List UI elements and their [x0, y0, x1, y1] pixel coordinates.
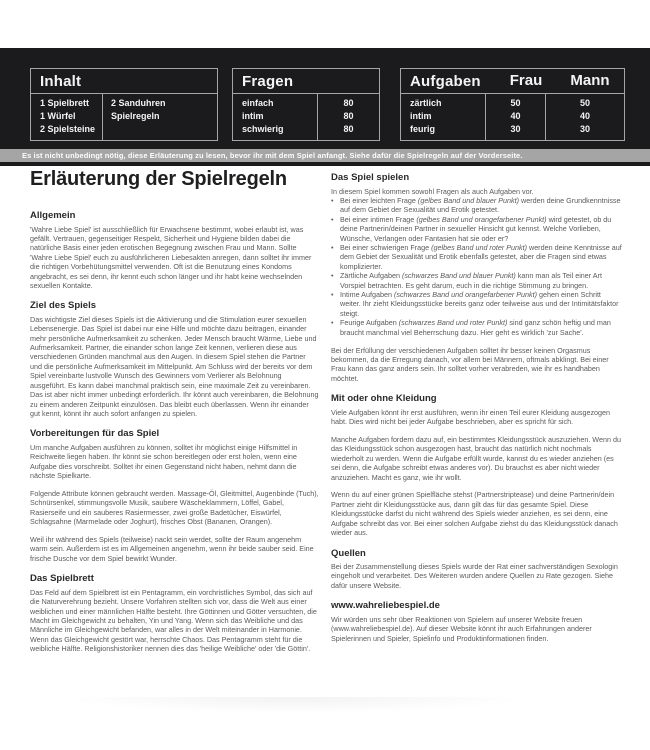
bullet-item — [331, 196, 623, 215]
paragraph: Um manche Aufgaben ausführen zu können, solltet ihr möglichst einige Hilfsmittel in Reichweite liegen haben. Ihr könnt sie schon bereitlegen oder erst holen, wenn eine Aufgabe dies vorschreibt. Solltet ihr einen Gegenstand nicht haben, nehmt dann die nächste Spielkarte. — [30, 442, 298, 481]
aufgaben-frau-header: Frau — [509, 72, 543, 89]
bullet-text — [340, 318, 623, 337]
section-heading: Quellen — [331, 547, 366, 559]
section-heading: www.wahreliebespiel.de — [331, 600, 440, 612]
right-section-1 — [331, 172, 623, 383]
text-segment: Bei einer schwierigen Frage — [340, 242, 432, 252]
aufgaben-mann-col — [546, 94, 624, 140]
bullet-item — [331, 318, 623, 337]
inhalt-item: 1 Würfel — [40, 111, 76, 121]
paragraph: Das wichtigste Ziel dieses Spiels ist die Aktivierung und die Stimulation eurer sexuellen Lebensenergie. Das Spiel ist dabei nur eine Hilfe und möchte dazu beitragen, einander mehr persönliche Aufmerksamkeit zu schenken. Jeder Mensch braucht Wärme, Liebe und Aufmerksamkeit. Partner, die einander schon lange Zeit kennen, verlieren diese aus verschiedenen Gründen manchmal aus den Augen. In diesem Spiel stehen die Partner und die persönliche Aufmerksamkeit im Mittelpunkt. Am Schluss wird der bereits vor dem Spiel vereinbarte lustvolle Wunsch des Gewinners vom Verlierer als Belohnung ausgeführt. Es kann dabei manchmal praktisch sein, eine maximale Zeit zu vereinbaren. Das ist aber nicht immer unbedingt erforderlich. Ihr könnt auch vereinbaren, die Belohnung zu einem anderen Zeitpunkt einzulösen. Das bleibt euch überlassen. Wenn ihr einander gut kennt, könnt ihr auch sofort anfangen zu spielen. — [30, 314, 319, 418]
left-section-2 — [30, 300, 319, 418]
italic-text: (gelbes Band und roter Punkt) — [431, 242, 527, 252]
aufgaben-mann-value: 50 — [579, 98, 590, 108]
fragen-title: Fragen — [242, 72, 294, 90]
aufgaben-mann-value: 40 — [579, 111, 590, 121]
text-segment: werden deine Kenntnisse auf dem Gebiet der Sexualität und Erotik ebenfalls getestet, aber die Fragen sind etwas komplizierter. — [340, 242, 622, 271]
left-section-4 — [30, 573, 319, 653]
inhalt-title-row — [31, 69, 217, 94]
text-segment: sind ganz schön heftig und man braucht manchmal viel Beherrschung dazu. Hier geht es wirklich 'zur Sache'. — [340, 318, 611, 337]
left-column — [30, 200, 319, 662]
bullet-text — [340, 271, 623, 290]
bullet-marker: • — [331, 289, 334, 299]
header-panel — [0, 48, 650, 166]
bullet-text — [340, 196, 623, 215]
bullet-marker: • — [331, 195, 334, 205]
fragen-label: schwierig — [242, 124, 284, 134]
bullet-marker: • — [331, 242, 334, 252]
text-segment: gehen einen Schritt weiter. Ihr zieht Kleidungsstücke bereits ganz oder teilweise aus und der Intimitätsfaktor steigt. — [340, 289, 619, 318]
aufgaben-labels-col — [401, 94, 486, 140]
aufgaben-frau-value: 50 — [510, 98, 521, 108]
italic-text: (schwarzes Band und orangefarbener Punkt) — [393, 289, 537, 299]
bullet-text — [340, 215, 623, 243]
aufgaben-box — [400, 68, 625, 141]
section-heading: Vorbereitungen für das Spiel — [30, 428, 160, 440]
paragraph: Manche Aufgaben fordern dazu auf, ein bestimmtes Kleidungsstück auszuziehen. Wenn du das Kleidungsstück schon ausgezogen hast, braucht das natürlich nicht nochmals wiederholt zu werden. Wenn die Aufgabe erfüllt wurde, kannst du es wieder anziehen (es sei denn, die Aufgabe schreibt etwas anderes vor). Du brauchst es aber nicht wieder anzuziehen. Macht es ganz, wie ihr wollt. — [331, 434, 621, 482]
italic-text: (schwarzes Band und roter Punkt) — [398, 318, 508, 328]
bullet-item — [331, 290, 623, 318]
notice-bar — [0, 149, 650, 162]
paragraph: In diesem Spiel kommen sowohl Fragen als auch Aufgaben vor. — [331, 186, 534, 196]
text-segment: Zärtliche Aufgaben — [340, 271, 402, 281]
fragen-label: intim — [242, 111, 264, 121]
inhalt-item: 2 Sanduhren — [111, 98, 166, 108]
paragraph: Viele Aufgaben könnt ihr erst ausführen, wenn ihr einen Teil eurer Kleidung ausgezogen habt. Dies wird nicht bei jeder Aufgabe beschrieben, aber es spricht für sich. — [331, 407, 611, 427]
fragen-title-row — [233, 69, 379, 94]
bullet-text — [340, 243, 623, 271]
page-curl-shadow — [20, 697, 630, 739]
fragen-label: einfach — [242, 98, 274, 108]
paragraph: Wir würden uns sehr über Reaktionen von Spielern auf unserer Website freuen (www.wahreliebespiel.de). Auf dieser Website könnt ihr auch Erfahrungen anderer Spielerinnen und Spieler, Spielinfo und Produktinformationen finden. — [331, 614, 592, 643]
section-heading: Allgemein — [30, 210, 76, 221]
text-segment: Intime Aufgaben — [340, 289, 394, 299]
paragraph: Das Feld auf dem Spielbrett ist ein Pentagramm, ein vorchristliches Symbol, das sich auf die Naturverehrung bezieht. Unsere Vorfahren stellten sich vor, dass die Welt aus einer weiblichen und einer männlichen Hälfte besteht. Ihre Göttinnen und Götter versuchten, die Macht im Gleichgewicht zu behalten, Yin und Yang. Wenn sich das Weibliche und das Männliche im Gleichgewicht befanden, war alles in der Welt miteinander in Harmonie. Wenn das Gleichgewicht gestört war, herrschte Chaos. Das Pentagramm steht für die weibliche Hälfte. Religionshistoriker nennen dies das 'heilige Weibliche' oder 'die Göttin'. — [30, 587, 317, 654]
fragen-labels-col — [233, 94, 318, 140]
bullet-item — [331, 271, 623, 290]
italic-text: (gelbes Band und blauer Punkt) — [417, 195, 520, 205]
paragraph: Weil ihr während des Spiels (teilweise) nackt sein werdet, sollte der Raum angenehm warm sein. Außerdem ist es im Allgemeinen angenehm, wenn ihr beide sauber seid. Eine frische Dusche vor dem Spiel bewirkt Wunder. — [30, 535, 314, 563]
paragraph: Bei der Erfüllung der verschiedenen Aufgaben solltet ihr besser keinen Orgasmus bekommen, da die Erregung danach, vor allem bei Männern, oftmals abklingt. Bei einer Frau kann das ganz anders sein. Ihr solltet vorher verabreden, wie ihr es handhaben möchtet. — [331, 345, 609, 383]
paragraph: Folgende Attribute können gebraucht werden. Massage-Öl, Gleitmittel, Augenbinde (Tuch), Schnürsenkel, stimmungsvolle Musik, saubere Wäscheklammern, Löffel, Gabel, Rasierseife und ein sauberes Rasiermesser, zwei große Badetücher, Eiswürfel, Schlagsahne (Marmelade oder Joghurt), frisches Obst (Bananen, Orangen). — [30, 488, 319, 527]
section-heading: Das Spielbrett — [30, 573, 94, 585]
bullet-item — [331, 243, 623, 271]
aufgaben-body — [401, 94, 624, 140]
fragen-box — [232, 68, 380, 141]
inhalt-body — [31, 94, 217, 140]
paragraph: 'Wahre Liebe Spiel' ist ausschließlich für Erwachsene bestimmt, wobei erlaubt ist, was gefällt. Vertrauen, gegenseitiger Respekt, Sicherheit und Hygiene bilden dabei die natürliche Basis einer jeden erotischen Begegnung zwischen Frau und Mann. Sollte 'Wahre Liebe Spiel' euch zu ausführlicheren Liebesakten anregen, dann solltet ihr immer die richtigen Vorbehütungsmittel verwenden. Oft ist die Benutzung eines Kondoms angebracht, es sei denn, ihr kennt euch schon länger und ihr habt keine wechselnden sexuellen Kontakte. — [30, 224, 312, 290]
text-segment: Bei einer leichten Frage — [340, 195, 418, 205]
notice-text: Es ist nicht unbedingt nötig, diese Erläuterung zu lesen, bevor ihr mit dem Spiel anfangt. Siehe dafür die Spielregeln auf der Vorderseite. — [22, 151, 523, 160]
right-section-2 — [331, 393, 623, 537]
aufgaben-mann-header: Mann — [570, 72, 610, 89]
text-segment: werden deine Grundkenntnisse auf dem Gebiet der Sexualität und Erotik getestet. — [340, 195, 621, 215]
section-heading: Mit oder ohne Kleidung — [331, 393, 437, 405]
left-section-1 — [30, 210, 319, 290]
aufgaben-label: zärtlich — [410, 98, 442, 108]
aufgaben-frau-value: 30 — [510, 124, 521, 134]
aufgaben-title-row — [401, 69, 624, 94]
fragen-value: 80 — [343, 98, 354, 108]
text-segment: wird getestet, ob du deine Partnerin/deinen Partner in sexueller Hinsicht gut kennst. Welche Vorlieben, Wünsche, Verlangen oder Fantasien hat sie oder er? — [340, 214, 612, 243]
inhalt-col-right — [103, 94, 217, 140]
inhalt-box — [30, 68, 218, 141]
aufgaben-title: Aufgaben — [410, 72, 481, 90]
section-heading: Das Spiel spielen — [331, 172, 410, 183]
bullet-marker: • — [331, 214, 334, 224]
aufgaben-frau-col — [486, 94, 546, 140]
page-title: Erläuterung der Spielregeln — [30, 168, 287, 190]
fragen-values-col — [318, 94, 379, 140]
inhalt-item: Spielregeln — [111, 111, 160, 121]
aufgaben-frau-value: 40 — [510, 111, 521, 121]
right-section-3 — [331, 548, 623, 591]
aufgaben-label: feurig — [410, 124, 436, 134]
bullet-text — [340, 290, 623, 318]
bullet-marker: • — [331, 271, 334, 281]
aufgaben-label: intim — [410, 111, 432, 121]
inhalt-title: Inhalt — [40, 72, 82, 90]
paragraph: Wenn du auf einer grünen Spielfläche stehst (Partnerstriptease) und deine Partnerin/dein Partner zieht dir Kleidungsstücke aus, dann gilt das für das gesamte Spiel. Diese Kleidungsstücke darfst du nicht während des Spiels wieder anziehen, es sei denn, eine Aufgabe schreibt das vor. Bei einer solchen Aufgabe ziehst du das Kleidungsstück danach wieder aus. — [331, 490, 618, 538]
left-section-3 — [30, 428, 319, 563]
text-segment: Bei einer intimen Frage — [340, 214, 417, 224]
text-segment: kann man als Teil einer Art Vorspiel betrachten. Es geht darum, euch in die richtige Stimmung zu bringen. — [340, 271, 602, 290]
section-heading: Ziel des Spiels — [30, 300, 96, 312]
italic-text: (gelbes Band und orangefarbener Punkt) — [416, 214, 547, 224]
aufgaben-mann-value: 30 — [579, 124, 590, 134]
right-section-4 — [331, 600, 623, 643]
bullet-item — [331, 215, 623, 243]
inhalt-item: 1 Spielbrett — [40, 98, 90, 108]
fragen-value: 80 — [343, 111, 354, 121]
fragen-value: 80 — [343, 124, 354, 134]
text-segment: Feurige Aufgaben — [340, 318, 399, 328]
paragraph: Bei der Zusammenstellung dieses Spiels wurde der Rat einer sachverständigen Sexologin eingeholt und verarbeitet. Des Weiteren wurden andere Quellen zu Rate gezogen. Siehe dafür unsere Website. — [331, 562, 618, 590]
inhalt-col-left — [31, 94, 103, 140]
italic-text: (schwarzes Band und blauer Punkt) — [401, 271, 516, 281]
fragen-body — [233, 94, 379, 140]
right-column — [331, 172, 623, 651]
inhalt-item: 2 Spielsteine — [40, 124, 96, 134]
bullet-marker: • — [331, 318, 334, 328]
